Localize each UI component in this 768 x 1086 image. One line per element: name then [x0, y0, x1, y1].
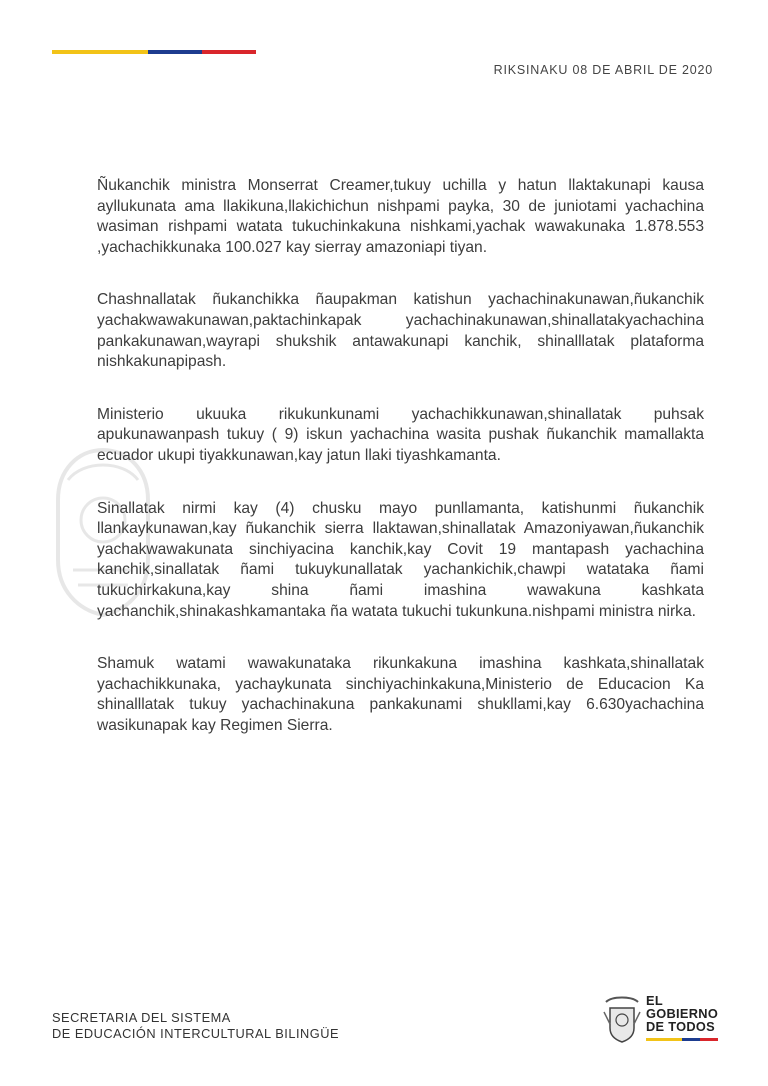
logo-flag-stripe [646, 1038, 718, 1041]
logo-wordmark [646, 994, 718, 1033]
footer-org-line-2: DE EDUCACIÓN INTERCULTURAL BILINGÜE [52, 1026, 339, 1041]
ecuador-coat-of-arms-icon [602, 994, 642, 1044]
footer-org-line-1: SECRETARIA DEL SISTEMA [52, 1010, 231, 1025]
paragraph-1: Ñukanchik ministra Monserrat Creamer,tukuy uchilla y hatun llaktakunapi kausa ayllukunata ama llakikuna,llakichichun nishpami payka, 30 de juniotami yachachina wasiman rishpami watata tukuchinkakuna nishkami,yachak wawakunaka 1.878.553 ,yachachikkunaka 100.027 kay sierray amazoniapi tiyan. [97, 177, 704, 256]
flag-stripe-blue [148, 50, 202, 54]
document-body [97, 176, 704, 768]
paragraph-4: Sinallatak nirmi kay (4) chusku mayo punllamanta, katishunmi ñukanchik llankaykunawan,kay ñukanchik sierra llaktawan,shinallatak Amazoniyawan,ñukanchik yachakwawakunata sinchiyacina kanchik,kay Covit 19 mantapash yachachina kanchik,sinallatak ñami tukuykunallatak yachankichik,chawpi watataka ñami tukuchirkakuna,kay shina ñami imashina wawakuna kashkata yachanchik,shinakashkamantaka ña watata tukuchi tukunkuna.nishpami ministra nirka. [97, 499, 704, 620]
paragraph-5: Shamuk watami wawakunataka rikunkakuna imashina kashkata,shinallatak yachachikkunaka, yachaykunata sinchiyachinkakuna,Ministerio de Educacion Ka shinalllatak tukuy yachachinakuna pankakunami shukllami,kay 6.630yachachina wasikunapak kay Regimen Sierra. [97, 655, 704, 734]
logo-line-2: GOBIERNO [646, 1006, 719, 1021]
government-logo [602, 994, 722, 1044]
logo-stripe-blue [682, 1038, 700, 1041]
logo-line-3: DE TODOS [646, 1019, 716, 1034]
paragraph-3: Ministerio ukuuka rikukunkunami yachachikkunawan,shinallatak puhsak apukunawanpash tukuy ( 9) iskun yachachina wasita pushak ñukanchik mamallakta ecuador ukupi tiyakkunawan,kay jatun llaki tiyashkamanta. [97, 405, 704, 464]
document-date: RIKSINAKU 08 DE ABRIL DE 2020 [493, 63, 713, 77]
logo-stripe-yellow [646, 1038, 682, 1041]
flag-stripe-red [202, 50, 256, 54]
logo-stripe-red [700, 1038, 718, 1041]
paragraph-2: Chashnallatak ñukanchikka ñaupakman katishun yachachinakunawan,ñukanchik yachakwawakunawan,paktachinkapak yachachinakunawan,shinallatakyachachina pankakunawan,wayrapi shukshik antawakunapi kanchik, shinalllatak plataforma nishkakunapipash. [97, 291, 704, 371]
footer-organization [52, 1010, 339, 1042]
flag-stripe-yellow [52, 50, 148, 54]
header-flag-stripe [52, 50, 256, 54]
logo-line-1: EL [646, 993, 663, 1008]
